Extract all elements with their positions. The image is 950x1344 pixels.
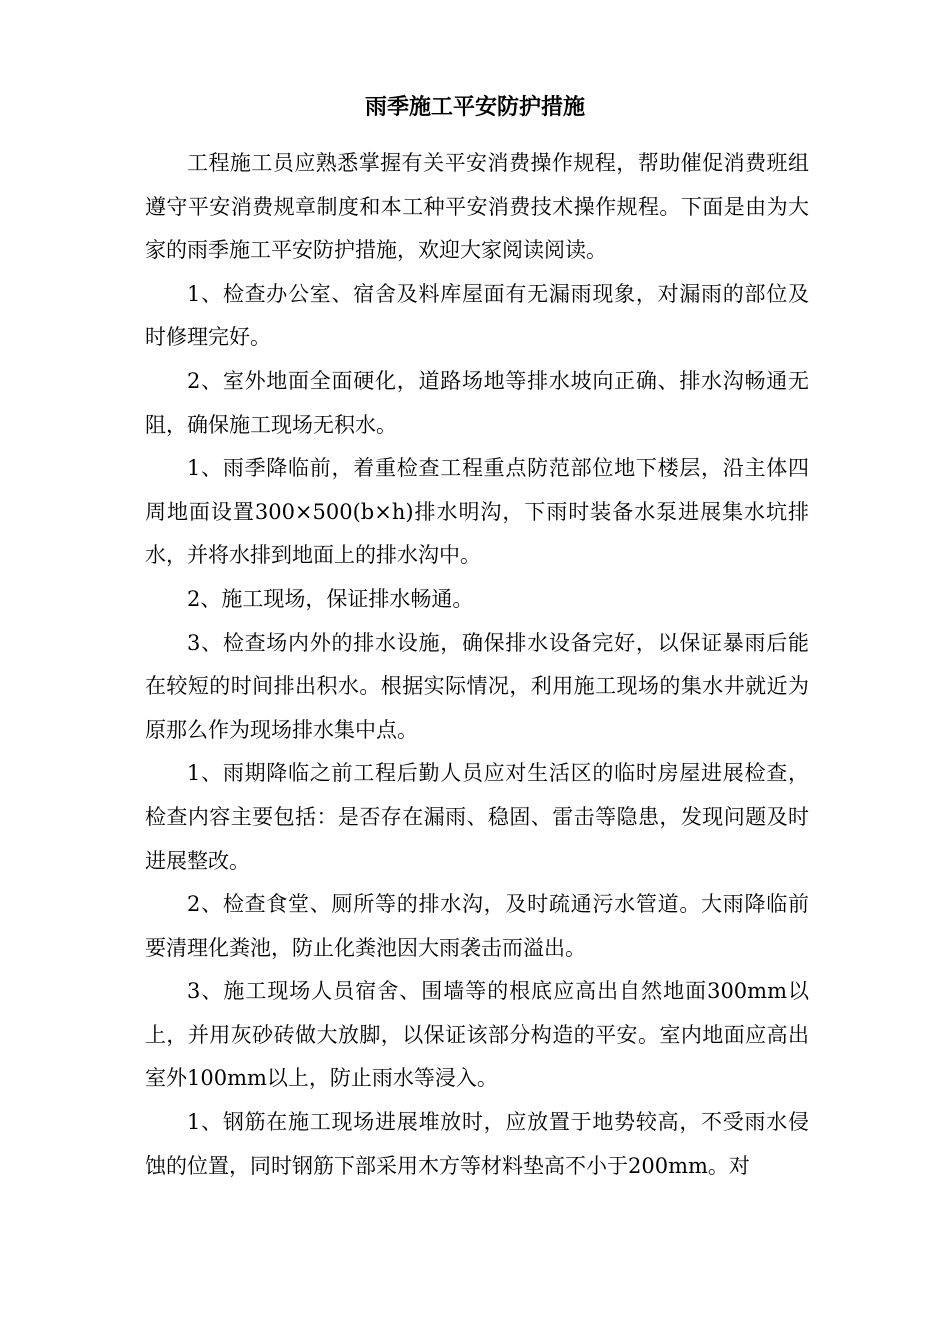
paragraph-item: 1、雨季降临前，着重检查工程重点防范部位地下楼层，沿主体四周地面设置300×500(b×h)排水明沟，下雨时装备水泵进展集水坑排水，并将水排到地面上的排水沟中。: [145, 456, 809, 568]
paragraph-item: 1、钢筋在施工现场进展堆放时，应放置于地势较高，不受雨水侵蚀的位置，同时钢筋下部采用木方等材料垫高不小于200mm。对: [145, 1110, 809, 1178]
paragraph-intro: 工程施工员应熟悉掌握有关平安消费操作规程，帮助催促消费班组遵守平安消费规章制度和本工种平安消费技术操作规程。下面是由为大家的雨季施工平安防护措施，欢迎大家阅读阅读。: [145, 151, 809, 263]
paragraph-item: 1、检查办公室、宿舍及料库屋面有无漏雨现象，对漏雨的部位及时修理完好。: [145, 281, 809, 350]
paragraph-item: 1、雨期降临之前工程后勤人员应对生活区的临时房屋进展检查，检查内容主要包括：是否存在漏雨、稳固、雷击等隐患，发现问题及时进展整改。: [145, 761, 809, 873]
paragraph-item: 3、检查场内外的排水设施，确保排水设备完好，以保证暴雨后能在较短的时间排出积水。根据实际情况，利用施工现场的集水井就近为原那么作为现场排水集中点。: [145, 630, 809, 742]
paragraph-item: 3、施工现场人员宿舍、围墙等的根底应高出自然地面300mm以上，并用灰砂砖做大放脚，以保证该部分构造的平安。室内地面应高出室外100mm以上，防止雨水等浸入。: [145, 979, 809, 1091]
paragraph-item: 2、检查食堂、厕所等的排水沟，及时疏通污水管道。大雨降临前要清理化粪池，防止化粪池因大雨袭击而溢出。: [145, 892, 809, 960]
paragraph-item: 2、室外地面全面硬化，道路场地等排水坡向正确、排水沟畅通无阻，确保施工现场无积水。: [145, 368, 809, 437]
document-body: [145, 142, 809, 1188]
paragraph-item: 2、施工现场，保证排水畅通。: [187, 586, 474, 611]
document-title: 雨季施工平安防护措施: [364, 95, 585, 120]
